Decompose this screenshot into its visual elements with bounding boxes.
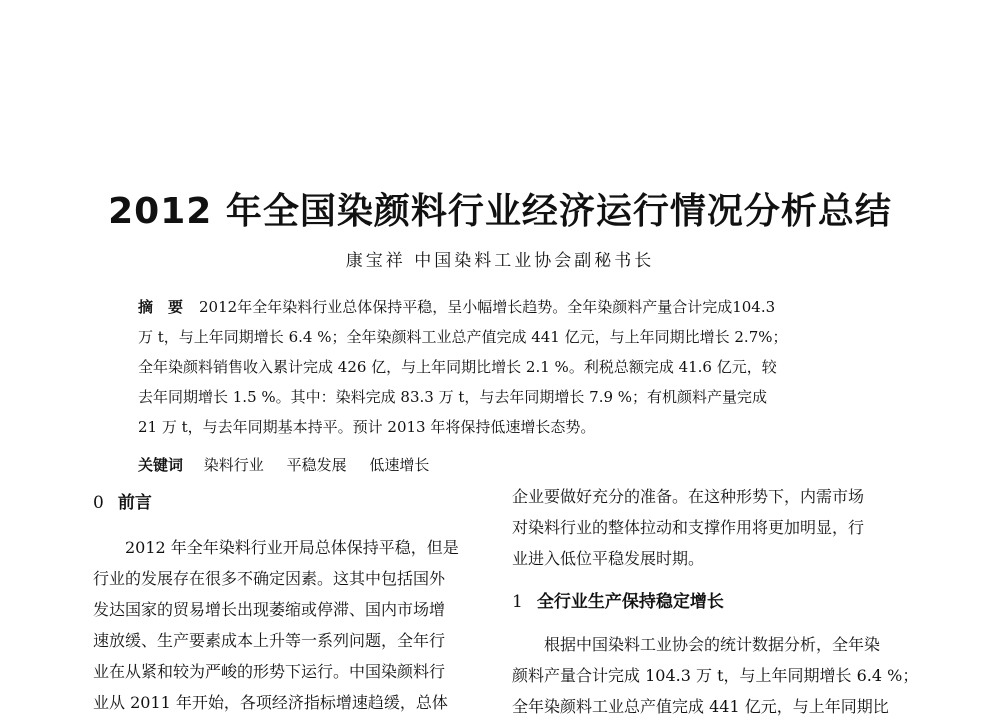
body-line: 业在从紧和较为严峻的形势下运行。中国染颜料行 <box>93 662 446 681</box>
abstract-line-5: 21 万 t，与去年同期基本持平。预计 2013 年将保持低速增长态势。 <box>138 418 596 436</box>
left-column <box>93 488 485 712</box>
abstract-label: 摘 要 <box>138 298 184 316</box>
section-number: 1 <box>512 592 523 612</box>
abstract-line-4: 去年同期增长 1.5 %。其中：染料完成 83.3 万 t，与去年同期增长 7.9 %；有机颜料产量完成 <box>138 388 768 406</box>
section-title: 前言 <box>117 493 152 513</box>
body-line: 全年染颜料工业总产值完成 441 亿元，与上年同期比 <box>512 697 889 716</box>
abstract-text: 2012年全年染料行业总体保持平稳，呈小幅增长趋势。全年染颜料产量合计完成104.3 <box>199 298 776 316</box>
section-1-heading <box>512 587 724 612</box>
abstract-line-2: 万 t，与上年同期增长 6.4 %；全年染颜料工业总产值完成 441 亿元，与上年同期比增长 2.7%； <box>138 328 788 346</box>
section-0-body <box>93 532 459 718</box>
keyword: 低速增长 <box>369 456 430 474</box>
section-title: 全行业生产保持稳定增长 <box>536 592 724 612</box>
article-title: 2012 年全国染颜料行业经济运行情况分析总结 <box>108 191 892 232</box>
section-1-body <box>512 629 918 722</box>
abstract-line-1 <box>138 292 858 322</box>
keyword: 染料行业 <box>203 456 264 474</box>
body-line: 发达国家的贸易增长出现萎缩或停滞、国内市场增 <box>93 600 446 619</box>
keywords-label: 关键词 <box>138 456 184 474</box>
body-line: 速放缓、生产要素成本上升等一系列问题，全年行 <box>93 631 446 650</box>
abstract <box>138 292 858 442</box>
body-line: 颜料产量合计完成 104.3 万 t，与上年同期增长 6.4 %； <box>512 666 919 685</box>
body-line: 根据中国染料工业协会的统计数据分析，全年染 <box>512 635 881 654</box>
keywords <box>138 454 447 475</box>
section-number: 0 <box>93 493 104 513</box>
author-line: 康宝祥 中国染料工业协会副秘书长 <box>345 251 655 271</box>
body-line: 企业要做好充分的准备。在这种形势下，内需市场 <box>512 487 865 506</box>
right-column-continuation <box>512 481 864 574</box>
body-line: 2012 年全年染料行业开局总体保持平稳，但是 <box>93 538 459 557</box>
abstract-line-3: 全年染颜料销售收入累计完成 426 亿，与上年同期比增长 2.1 %。利税总额完成 41.6 亿元，较 <box>138 358 777 376</box>
body-line: 业进入低位平稳发展时期。 <box>512 549 705 568</box>
body-line: 对染料行业的整体拉动和支撑作用将更加明显，行 <box>512 518 865 537</box>
body-line: 业从 2011 年开始，各项经济指标增速趋缓，总体 <box>93 693 448 712</box>
section-0-heading <box>93 488 485 513</box>
body-line: 行业的发展存在很多不确定因素。这其中包括国外 <box>93 569 446 588</box>
keyword: 平稳发展 <box>286 456 347 474</box>
